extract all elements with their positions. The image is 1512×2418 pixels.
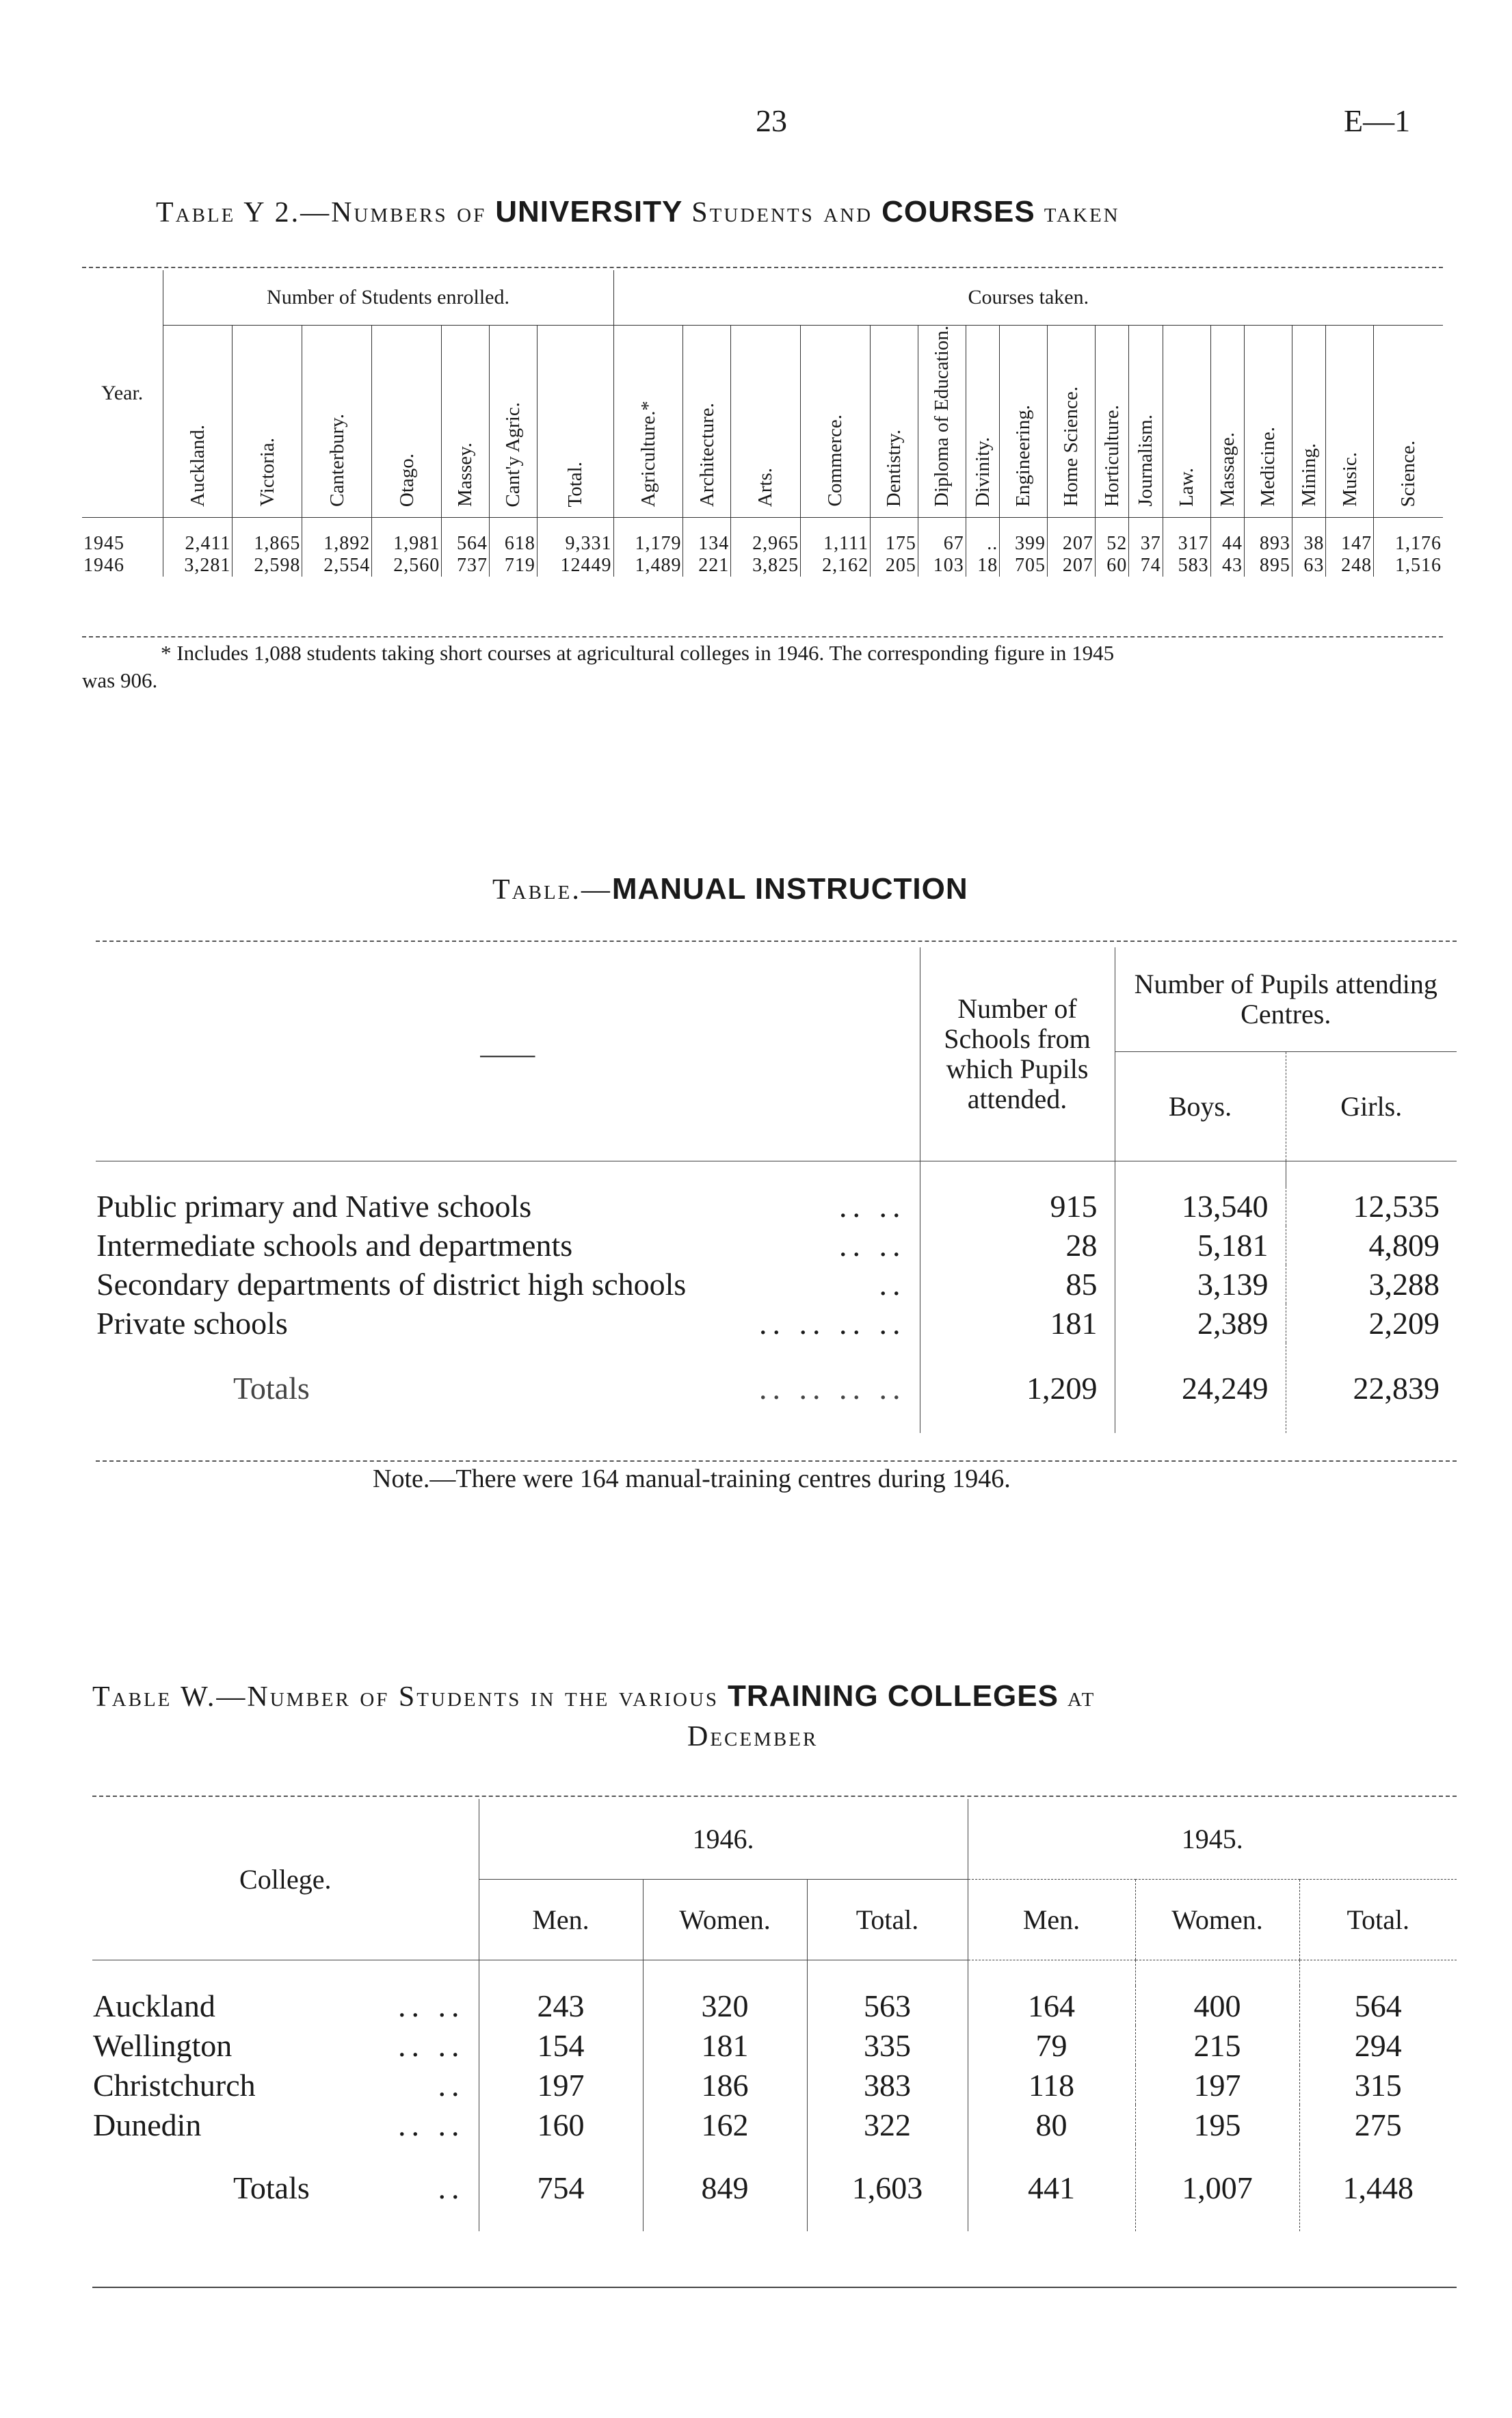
tc-value-cell: 181 — [643, 2025, 807, 2065]
boys-header: Boys. — [1115, 1052, 1286, 1161]
y2-col-header-label: Massey. — [454, 443, 477, 507]
tc-row-label-cell — [92, 2144, 479, 2231]
y2-value-cell: 205 — [871, 555, 918, 577]
tc-leader-dots: .. .. — [398, 2107, 465, 2142]
table-w-title-line2 — [687, 1720, 818, 1753]
mi-schools-cell: 85 — [920, 1265, 1115, 1304]
y2-col-header-label: Law. — [1175, 468, 1197, 507]
y2-col-header-label: Massage. — [1216, 432, 1238, 507]
y2-value-cell: 248 — [1326, 555, 1374, 577]
y2-value-cell: 2,965 — [731, 517, 801, 555]
y2-value-cell: 705 — [1000, 555, 1048, 577]
y2-value-cell: 1,179 — [613, 517, 683, 555]
mi-leader-dots: .. — [879, 1267, 906, 1302]
tc-value-cell: 320 — [643, 1986, 807, 2025]
college-header: College. — [92, 1799, 479, 1960]
tc-value-cell: 80 — [968, 2105, 1135, 2144]
mi-girls-cell: 12,535 — [1286, 1187, 1457, 1226]
y2-value-cell: 895 — [1245, 555, 1292, 577]
tc-row — [92, 1986, 1457, 2025]
mi-row-label: Totals — [233, 1370, 310, 1406]
y2-col-header — [918, 326, 966, 518]
mi-girls-cell: 22,839 — [1286, 1343, 1457, 1433]
y2-value-cell: 67 — [918, 517, 966, 555]
mi-leader-dots: .. .. — [839, 1189, 906, 1224]
y2-col-header — [683, 326, 731, 518]
y2-col-header-label: Auckland. — [186, 424, 209, 507]
tc-value-cell: 1,007 — [1135, 2144, 1299, 2231]
mi-row-label: Intermediate schools and departments — [96, 1228, 573, 1263]
y2-value-cell: 3,825 — [731, 555, 801, 577]
tc-value-cell: 197 — [479, 2065, 643, 2105]
y2-value-cell: 1,516 — [1374, 555, 1443, 577]
y2-col-header — [1374, 326, 1443, 518]
y2-col-header-label: Diploma of Education. — [931, 326, 953, 507]
tc-spacer-cell — [968, 1960, 1135, 1986]
tc-value-cell: 335 — [807, 2025, 968, 2065]
tc-leader-dots: .. — [438, 2067, 465, 2103]
table-w-bottom-rule — [92, 2287, 1457, 2288]
y2-col-header — [233, 326, 302, 518]
y2-col-header-label: Divinity. — [971, 436, 994, 507]
tc-row-label: Dunedin — [93, 2107, 202, 2142]
stub-header: —— — [96, 947, 920, 1161]
table-manual-top-rule — [96, 941, 1457, 942]
table-manual-title — [492, 872, 968, 906]
tc-spacer-cell — [643, 1960, 807, 1986]
y2-value-cell: 564 — [442, 517, 490, 555]
y2-value-cell: 1,865 — [233, 517, 302, 555]
mi-spacer-row — [96, 1161, 1457, 1187]
students-group-header: Number of Students enrolled. — [163, 270, 613, 326]
schools-header: Number of Schools from which Pupils attended. — [920, 947, 1115, 1161]
tc-row-label-cell — [92, 2025, 479, 2065]
tc-row — [92, 2105, 1457, 2144]
y2-value-cell: 1,489 — [613, 555, 683, 577]
y2-col-header-label: Medicine. — [1257, 427, 1279, 507]
table-y2-title — [156, 195, 1120, 229]
tc-value-cell: 197 — [1135, 2065, 1299, 2105]
mi-row-label-cell — [96, 1226, 920, 1265]
tc-row-label-cell — [92, 2105, 479, 2144]
table-w-title-prefix: Table W.—Number of Students in the various — [92, 1681, 719, 1713]
tc-subheader: Men. — [479, 1880, 643, 1960]
tc-value-cell: 1,603 — [807, 2144, 968, 2231]
y2-col-header — [1048, 326, 1096, 518]
tc-value-cell: 154 — [479, 2025, 643, 2065]
y2-col-header — [613, 326, 683, 518]
y2-col-header-label: Otago. — [395, 453, 418, 507]
table-manual — [96, 947, 1457, 1433]
y2-col-header — [537, 326, 613, 518]
table-y2-top-rule — [82, 267, 1443, 268]
y2-col-header-label: Dentistry. — [883, 429, 905, 507]
tc-subheader: Total. — [807, 1880, 968, 1960]
y2-value-cell: 52 — [1095, 517, 1128, 555]
y2-col-header — [1326, 326, 1374, 518]
mi-row-label: Public primary and Native schools — [96, 1189, 532, 1224]
table-manual-bottom-rule — [96, 1460, 1457, 1462]
y2-value-cell: 2,411 — [163, 517, 233, 555]
y2-col-header — [731, 326, 801, 518]
y2-year-cell: 1946 — [83, 554, 124, 576]
y2-value-cell: 2,560 — [372, 555, 442, 577]
y2-col-header-label: Engineering. — [1012, 404, 1035, 507]
tc-value-cell: 1,448 — [1299, 2144, 1457, 2231]
tc-value-cell: 164 — [968, 1986, 1135, 2025]
tc-row-label: Totals — [233, 2170, 310, 2205]
y2-col-header-label: Arts. — [754, 467, 777, 507]
table-y2-footnote-line2: was 906. — [82, 668, 158, 692]
y2-value-cell: 147 — [1326, 517, 1374, 555]
tc-value-cell: 315 — [1299, 2065, 1457, 2105]
table-w-top-rule — [92, 1796, 1457, 1797]
tc-leader-dots: .. .. — [398, 1988, 465, 2023]
y2-col-header — [302, 326, 372, 518]
y2-year-cell: 1945 — [83, 532, 124, 554]
tc-leader-dots: .. — [438, 2170, 465, 2205]
y2-row — [82, 517, 1443, 555]
y2-value-cell: 134 — [683, 517, 731, 555]
y2-col-header-label: Horticulture. — [1100, 404, 1123, 507]
y2-col-header-label: Home Science. — [1060, 386, 1083, 507]
y2-col-header — [966, 326, 999, 518]
tc-value-cell: 563 — [807, 1986, 968, 2025]
y2-value-cell: 1,176 — [1374, 517, 1443, 555]
tc-value-cell: 564 — [1299, 1986, 1457, 2025]
y2-col-header-label: Science. — [1397, 440, 1420, 507]
y2-value-cell: 399 — [1000, 517, 1048, 555]
y2-value-cell: 1,981 — [372, 517, 442, 555]
tc-row-label-cell — [92, 1986, 479, 2025]
y2-value-cell: 175 — [871, 517, 918, 555]
y2-value-cell: 618 — [490, 517, 538, 555]
y2-value-cell: 12449 — [537, 555, 613, 577]
y2-col-header — [372, 326, 442, 518]
mi-row — [96, 1304, 1457, 1343]
page-code: E—1 — [1344, 103, 1411, 138]
tc-subheader: Men. — [968, 1880, 1135, 1960]
tc-value-cell: 441 — [968, 2144, 1135, 2231]
tc-subheader: Women. — [643, 1880, 807, 1960]
y2-col-header-label: Agriculture.* — [637, 400, 659, 507]
y2-col-header — [801, 326, 871, 518]
y2-col-header — [490, 326, 538, 518]
mi-schools-cell: 1,209 — [920, 1343, 1115, 1433]
tc-row-label-cell — [92, 2065, 479, 2105]
y2-value-cell: 38 — [1292, 517, 1325, 555]
tc-subheader: Women. — [1135, 1880, 1299, 1960]
y2-value-cell: 18 — [966, 555, 999, 577]
mi-boys-cell: 5,181 — [1115, 1226, 1286, 1265]
tc-totals-row — [92, 2144, 1457, 2231]
tc-value-cell: 160 — [479, 2105, 643, 2144]
tc-value-cell: 186 — [643, 2065, 807, 2105]
mi-girls-cell: 4,809 — [1286, 1226, 1457, 1265]
y2-col-header — [1000, 326, 1048, 518]
girls-header: Girls. — [1286, 1052, 1457, 1161]
tc-value-cell: 162 — [643, 2105, 807, 2144]
y2-col-header-label: Mining. — [1297, 443, 1320, 507]
y2-col-header — [1163, 326, 1210, 518]
tc-value-cell: 849 — [643, 2144, 807, 2231]
y2-value-cell: 719 — [490, 555, 538, 577]
year-header: Year. — [82, 270, 163, 517]
y2-value-cell: 9,331 — [537, 517, 613, 555]
y2-col-header — [1292, 326, 1325, 518]
y2-col-header — [1210, 326, 1244, 518]
mi-boys-cell: 3,139 — [1115, 1265, 1286, 1304]
y2-col-header-label: Commerce. — [824, 415, 847, 507]
tc-row — [92, 2065, 1457, 2105]
y2-value-cell: 893 — [1245, 517, 1292, 555]
y2-value-cell: 43 — [1210, 555, 1244, 577]
table-y2-title-suffix: taken — [1044, 197, 1120, 228]
y2-value-cell: 44 — [1210, 517, 1244, 555]
table-y2-title-prefix: Table Y 2.—Numbers of — [156, 197, 487, 228]
table-w-title-line2-text: December — [687, 1721, 819, 1752]
mi-schools-cell: 28 — [920, 1226, 1115, 1265]
table-w-title-bold: TRAINING COLLEGES — [728, 1679, 1059, 1713]
mi-row — [96, 1226, 1457, 1265]
y2-value-cell: .. — [966, 517, 999, 555]
y2-value-cell: 737 — [442, 555, 490, 577]
tc-spacer-cell — [479, 1960, 643, 1986]
mi-leader-dots: .. .. .. .. — [759, 1370, 906, 1406]
tc-value-cell: 243 — [479, 1986, 643, 2025]
tc-row-label: Wellington — [93, 2027, 233, 2063]
table-manual-title-bold: MANUAL INSTRUCTION — [611, 872, 968, 906]
table-y2-title-bold2: COURSES — [881, 195, 1035, 228]
y2-col-header-label: Total. — [563, 461, 586, 507]
tc-value-cell: 400 — [1135, 1986, 1299, 2025]
tc-value-cell: 294 — [1299, 2025, 1457, 2065]
y2-value-cell: 2,598 — [233, 555, 302, 577]
mi-boys-cell: 2,389 — [1115, 1304, 1286, 1343]
tc-row-label: Auckland — [93, 1988, 215, 2023]
table-y2-title-mid: Students and — [691, 197, 873, 228]
mi-row-label-cell — [96, 1265, 920, 1304]
mi-totals-row — [96, 1343, 1457, 1433]
mi-spacer-cell — [920, 1161, 1115, 1187]
tc-row — [92, 2025, 1457, 2065]
mi-row-label-cell — [96, 1187, 920, 1226]
y2-col-header — [1129, 326, 1163, 518]
mi-leader-dots: .. .. — [839, 1228, 906, 1263]
y2-col-header — [1095, 326, 1128, 518]
year-1945-header: 1945. — [968, 1799, 1457, 1880]
tc-value-cell: 79 — [968, 2025, 1135, 2065]
y2-col-header-label: Cant'y Agric. — [502, 402, 525, 507]
mi-leader-dots: .. .. .. .. — [759, 1306, 906, 1341]
y2-value-cell: 74 — [1129, 555, 1163, 577]
y2-col-header — [1245, 326, 1292, 518]
table-y2-footnote-line1: * Includes 1,088 students taking short courses at agricultural colleges in 1946. The corresponding figure in 1945 — [161, 641, 1115, 665]
y2-value-cell: 317 — [1163, 517, 1210, 555]
table-y2-title-bold1: UNIVERSITY — [495, 195, 683, 228]
y2-value-cell: 60 — [1095, 555, 1128, 577]
mi-row — [96, 1265, 1457, 1304]
y2-value-cell: 37 — [1129, 517, 1163, 555]
mi-spacer-cell — [1286, 1161, 1457, 1187]
y2-value-cell: 207 — [1048, 517, 1096, 555]
tc-value-cell: 195 — [1135, 2105, 1299, 2144]
table-w-title-suffix: at — [1067, 1681, 1096, 1713]
tc-value-cell: 275 — [1299, 2105, 1457, 2144]
tc-value-cell: 322 — [807, 2105, 968, 2144]
table-w — [92, 1799, 1457, 2231]
y2-col-header — [442, 326, 490, 518]
mi-row-label-cell — [96, 1343, 920, 1433]
mi-row-label: Private schools — [96, 1306, 288, 1341]
tc-spacer-row — [92, 1960, 1457, 1986]
mi-spacer-cell — [96, 1161, 920, 1187]
y2-value-cell: 221 — [683, 555, 731, 577]
y2-col-header — [163, 326, 233, 518]
table-y2 — [82, 270, 1443, 577]
y2-row — [82, 555, 1443, 577]
y2-value-cell: 103 — [918, 555, 966, 577]
mi-schools-cell: 181 — [920, 1304, 1115, 1343]
mi-row — [96, 1187, 1457, 1226]
y2-value-cell: 1,892 — [302, 517, 372, 555]
tc-value-cell: 383 — [807, 2065, 968, 2105]
table-manual-note: Note.—There were 164 manual-training centres during 1946. — [373, 1464, 1011, 1493]
mi-girls-cell: 3,288 — [1286, 1265, 1457, 1304]
tc-value-cell: 118 — [968, 2065, 1135, 2105]
tc-spacer-cell — [807, 1960, 968, 1986]
table-w-title — [92, 1679, 1460, 1713]
y2-value-cell: 63 — [1292, 555, 1325, 577]
y2-value-cell: 2,554 — [302, 555, 372, 577]
tc-value-cell: 215 — [1135, 2025, 1299, 2065]
tc-spacer-cell — [1299, 1960, 1457, 1986]
mi-row-label: Secondary departments of district high schools — [96, 1267, 687, 1302]
y2-value-cell: 3,281 — [163, 555, 233, 577]
table-y2-bottom-rule — [82, 636, 1443, 638]
courses-group-header: Courses taken. — [613, 270, 1443, 326]
table-manual-title-prefix: Table.— — [492, 874, 612, 906]
mi-boys-cell: 24,249 — [1115, 1343, 1286, 1433]
tc-row-label: Christchurch — [93, 2067, 256, 2103]
tc-subheader: Total. — [1299, 1880, 1457, 1960]
y2-value-cell: 2,162 — [801, 555, 871, 577]
tc-spacer-cell — [1135, 1960, 1299, 1986]
mi-row-label-cell — [96, 1304, 920, 1343]
mi-boys-cell: 13,540 — [1115, 1187, 1286, 1226]
y2-col-header-label: Music. — [1338, 452, 1361, 507]
y2-col-header-label: Architecture. — [695, 402, 718, 507]
y2-col-header-label: Canterbury. — [326, 414, 348, 507]
page-number: 23 — [756, 103, 787, 138]
year-1946-header: 1946. — [479, 1799, 968, 1880]
y2-col-header-label: Victoria. — [256, 438, 278, 507]
pupils-header: Number of Pupils attending Centres. — [1115, 947, 1457, 1052]
tc-value-cell: 754 — [479, 2144, 643, 2231]
mi-spacer-cell — [1115, 1161, 1286, 1187]
tc-spacer-cell — [92, 1960, 479, 1986]
tc-leader-dots: .. .. — [398, 2027, 465, 2063]
mi-schools-cell: 915 — [920, 1187, 1115, 1226]
mi-girls-cell: 2,209 — [1286, 1304, 1457, 1343]
y2-value-cell: 207 — [1048, 555, 1096, 577]
y2-col-header — [871, 326, 918, 518]
y2-col-header-label: Journalism. — [1135, 415, 1157, 507]
y2-value-cell: 1,111 — [801, 517, 871, 555]
y2-value-cell: 583 — [1163, 555, 1210, 577]
